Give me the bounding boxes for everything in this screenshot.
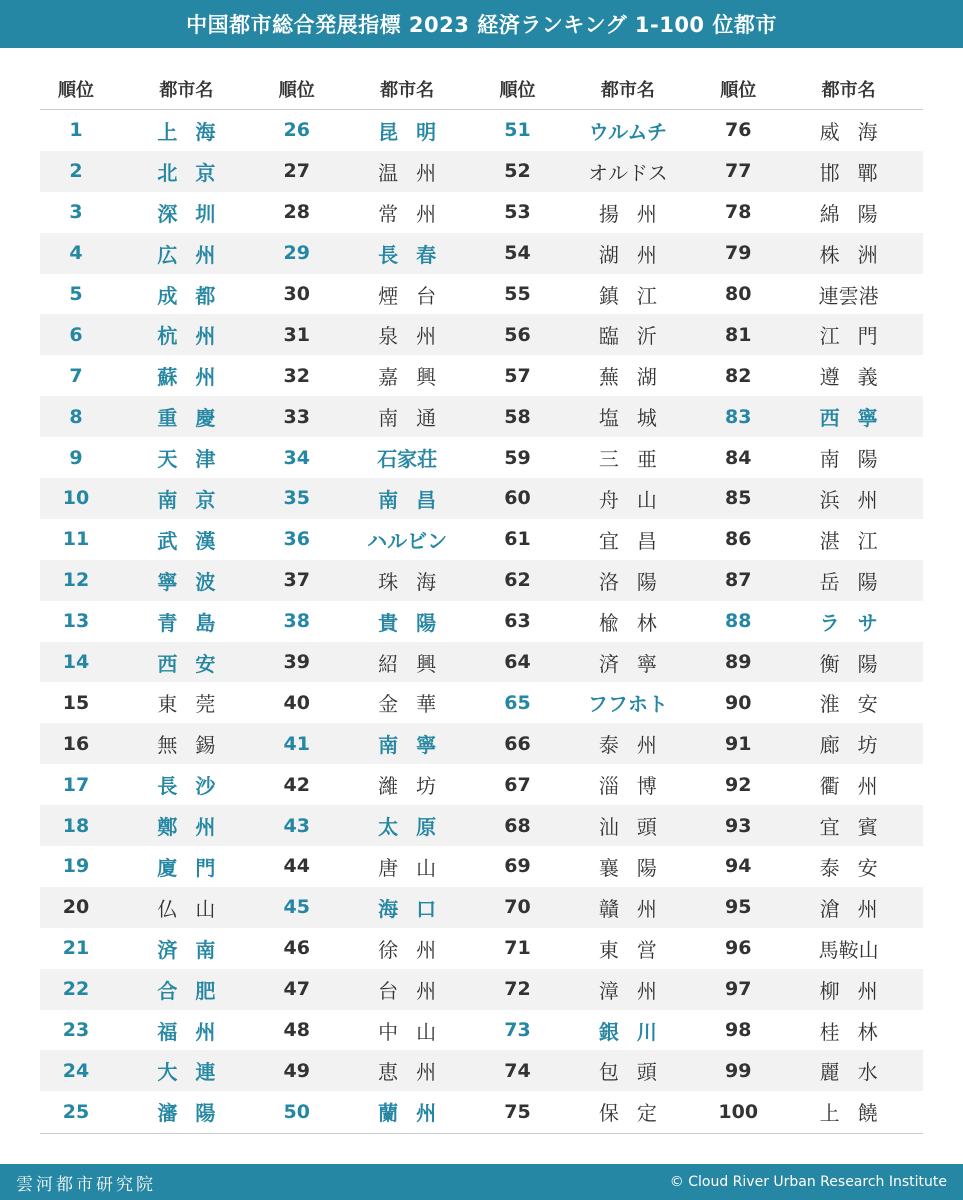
rank-cell: 9 (69, 446, 83, 469)
city-cell: 宜 昌 (598, 528, 657, 553)
city-cell: 西 寧 (819, 406, 878, 431)
city-cell: 贛 州 (598, 896, 657, 921)
rank-cell: 23 (62, 1019, 90, 1042)
city-cell: 太 原 (378, 815, 437, 840)
table-row (40, 233, 923, 274)
city-cell: 大 連 (157, 1060, 216, 1085)
rank-cell: 18 (62, 814, 90, 837)
city-cell: 泰 州 (598, 733, 657, 758)
rank-cell: 49 (283, 1059, 310, 1082)
rank-cell: 80 (725, 283, 752, 305)
table-row (40, 274, 923, 315)
city-cell: 蘇 州 (157, 365, 216, 390)
institute-name: 雲河都市研究院 (16, 1174, 156, 1195)
rank-cell: 29 (283, 242, 310, 265)
city-cell: 西 安 (157, 651, 216, 676)
rank-cell: 78 (725, 201, 752, 224)
table-row (40, 151, 923, 192)
city-cell: オルドス (587, 160, 668, 185)
city-cell: 臨 沂 (598, 324, 657, 349)
city-cell: 北 京 (157, 160, 216, 185)
table-row (40, 560, 923, 601)
ranking-table (40, 68, 923, 1132)
rank-cell: 43 (283, 814, 310, 837)
city-cell: 台 州 (378, 978, 437, 1003)
city-cell: 楡 林 (598, 610, 657, 635)
rank-cell: 57 (504, 364, 531, 387)
rank-cell: 89 (725, 651, 752, 674)
table-row (40, 887, 923, 928)
rank-cell: 84 (725, 446, 752, 469)
city-cell: 紹 興 (378, 651, 437, 676)
rank-cell: 88 (725, 610, 752, 633)
rank-cell: 70 (504, 896, 531, 919)
rank-cell: 41 (283, 732, 310, 755)
city-header: 都市名 (159, 79, 214, 101)
rank-cell: 32 (283, 364, 310, 387)
table-row (40, 192, 923, 233)
city-cell: 淄 博 (598, 774, 657, 799)
rank-cell: 40 (283, 691, 310, 714)
city-header: 都市名 (821, 79, 876, 101)
rank-cell: 63 (504, 610, 531, 633)
city-cell: 三 亜 (598, 447, 657, 472)
rank-cell: 67 (504, 773, 531, 796)
city-cell: 南 京 (157, 487, 216, 512)
rank-cell: 92 (725, 773, 752, 796)
city-cell: 江 門 (819, 324, 878, 349)
rank-cell: 93 (725, 814, 752, 837)
rank-cell: 52 (504, 160, 531, 183)
rank-cell: 2 (69, 160, 83, 183)
table-row (40, 396, 923, 437)
city-cell: 蕪 湖 (598, 365, 657, 390)
city-cell: 天 津 (157, 447, 216, 472)
city-cell: 連雲港 (818, 283, 879, 308)
city-cell: 重 慶 (157, 406, 216, 431)
city-cell: 珠 海 (378, 569, 437, 594)
rank-cell: 91 (725, 732, 752, 755)
city-cell: 徐 州 (378, 937, 437, 962)
city-cell: 済 寧 (598, 651, 657, 676)
city-cell: 綿 陽 (819, 201, 878, 226)
city-cell: 株 洲 (819, 242, 878, 267)
city-cell: 長 沙 (157, 774, 216, 799)
copyright-text: © Cloud River Urban Research Institute (669, 1174, 947, 1190)
city-cell: 福 州 (157, 1019, 216, 1044)
city-cell: 寧 波 (157, 569, 216, 594)
rank-cell: 28 (283, 201, 310, 224)
rank-cell: 94 (725, 855, 752, 878)
rank-cell: 13 (62, 610, 90, 633)
city-cell: 襄 陽 (598, 855, 657, 880)
rank-cell: 30 (283, 283, 310, 305)
city-cell: 長 春 (378, 242, 437, 267)
rank-cell: 66 (504, 732, 531, 755)
rank-cell: 82 (725, 364, 752, 387)
city-cell: ウルムチ (588, 119, 667, 144)
rank-cell: 58 (504, 405, 531, 428)
rank-cell: 54 (504, 242, 531, 265)
table-header-row (40, 68, 923, 110)
rank-cell: 33 (283, 405, 310, 428)
city-cell: 洛 陽 (598, 569, 657, 594)
city-cell: 東 営 (598, 937, 657, 962)
rank-cell: 51 (504, 119, 531, 142)
table-row (40, 519, 923, 560)
city-cell: 揚 州 (598, 201, 657, 226)
city-cell: 麗 水 (819, 1060, 878, 1085)
rank-cell: 71 (504, 937, 531, 960)
rank-cell: 68 (504, 814, 531, 837)
city-cell: 金 華 (378, 692, 437, 717)
city-cell: 広 州 (157, 242, 216, 267)
city-cell: 成 都 (157, 283, 216, 308)
rank-cell: 87 (725, 569, 752, 592)
table-row (40, 682, 923, 723)
city-cell: 杭 州 (157, 324, 216, 349)
city-cell: 包 頭 (598, 1060, 657, 1085)
city-cell: 上 饒 (819, 1101, 878, 1126)
rank-cell: 14 (62, 651, 90, 674)
city-cell: 遵 義 (819, 365, 878, 390)
city-cell: 温 州 (378, 160, 437, 185)
rank-cell: 22 (62, 978, 90, 1001)
rank-cell: 50 (283, 1100, 310, 1123)
rank-cell: 35 (283, 487, 310, 510)
rank-cell: 42 (283, 773, 310, 796)
table-row (40, 723, 923, 764)
city-cell: 湖 州 (598, 242, 657, 267)
rank-cell: 20 (62, 896, 90, 919)
table-row (40, 928, 923, 969)
city-cell: 唐 山 (378, 855, 437, 880)
table-row (40, 110, 923, 151)
city-cell: 泰 安 (819, 855, 878, 880)
rank-cell: 1 (69, 119, 83, 142)
table-row (40, 1091, 923, 1132)
rank-cell: 69 (504, 855, 531, 878)
rank-cell: 56 (504, 323, 531, 346)
city-cell: 石家荘 (377, 447, 438, 472)
rank-header: 順位 (720, 79, 757, 101)
rank-cell: 46 (283, 937, 310, 960)
rank-cell: 95 (725, 896, 752, 919)
rank-cell: 8 (69, 405, 83, 428)
city-cell: 瀋 陽 (157, 1101, 216, 1126)
city-cell: 常 州 (378, 201, 437, 226)
rank-cell: 81 (725, 323, 752, 346)
rank-cell: 47 (283, 978, 310, 1001)
rank-header: 順位 (58, 79, 94, 101)
rank-cell: 72 (504, 978, 531, 1001)
rank-cell: 31 (283, 323, 310, 346)
city-cell: 海 口 (378, 896, 437, 921)
city-cell: 桂 林 (819, 1019, 878, 1044)
rank-cell: 19 (62, 855, 90, 878)
city-cell: 廈 門 (157, 855, 216, 880)
city-cell: 銀 川 (598, 1019, 657, 1044)
table-row (40, 1050, 923, 1091)
rank-cell: 11 (62, 528, 90, 551)
city-cell: 蘭 州 (378, 1101, 437, 1126)
table-row (40, 764, 923, 805)
rank-cell: 3 (69, 201, 83, 224)
city-cell: 湛 江 (819, 528, 878, 553)
rank-cell: 83 (725, 405, 752, 428)
city-cell: 済 南 (157, 937, 216, 962)
table-row (40, 478, 923, 519)
city-cell: 東 莞 (157, 692, 216, 717)
city-cell: 滄 州 (819, 896, 878, 921)
table-row (40, 642, 923, 683)
city-cell: 中 山 (378, 1019, 437, 1044)
city-cell: 保 定 (598, 1101, 657, 1126)
rank-cell: 60 (504, 487, 531, 510)
city-header: 都市名 (600, 79, 655, 101)
rank-cell: 45 (283, 896, 310, 919)
city-cell: 鎮 江 (598, 283, 657, 308)
rank-header: 順位 (499, 79, 536, 101)
rank-cell: 55 (504, 283, 531, 305)
rank-cell: 97 (725, 978, 752, 1001)
table-row (40, 437, 923, 478)
city-cell: 合 肥 (157, 978, 216, 1003)
city-cell: 南 通 (378, 406, 437, 431)
rank-cell: 98 (725, 1019, 752, 1042)
city-cell: 南 昌 (378, 487, 437, 512)
rank-cell: 85 (725, 487, 752, 510)
rank-cell: 79 (725, 242, 752, 265)
city-cell: 恵 州 (378, 1060, 437, 1085)
rank-cell: 4 (69, 242, 83, 265)
city-cell: 貴 陽 (378, 610, 437, 635)
city-header: 都市名 (380, 79, 435, 101)
table-bottom-divider (40, 1133, 923, 1134)
rank-cell: 24 (62, 1059, 90, 1082)
rank-cell: 96 (725, 937, 752, 960)
rank-cell: 39 (283, 651, 310, 674)
city-cell: 岳 陽 (819, 569, 878, 594)
rank-cell: 27 (283, 160, 310, 183)
rank-cell: 75 (504, 1100, 531, 1123)
city-cell: 南 寧 (378, 733, 437, 758)
rank-cell: 34 (283, 446, 310, 469)
rank-cell: 48 (283, 1019, 310, 1042)
city-cell: 廊 坊 (819, 733, 878, 758)
city-cell: 塩 城 (598, 406, 657, 431)
city-cell: 仏 山 (157, 896, 216, 921)
rank-cell: 15 (62, 691, 90, 714)
rank-cell: 10 (62, 487, 90, 510)
city-cell: 衡 陽 (819, 651, 878, 676)
table-row (40, 805, 923, 846)
page-title: 中国都市総合発展指標 2023 経済ランキング 1-100 位都市 (0, 0, 963, 48)
city-cell: 無 錫 (157, 733, 216, 758)
rank-cell: 73 (504, 1019, 531, 1042)
table-row (40, 1010, 923, 1051)
rank-cell: 77 (725, 160, 752, 183)
city-cell: ハルビン (367, 528, 448, 553)
city-cell: 柳 州 (819, 978, 878, 1003)
city-cell: 宜 賓 (819, 815, 878, 840)
city-cell: 淮 安 (819, 692, 878, 717)
rank-header: 順位 (278, 79, 315, 101)
city-cell: 鄭 州 (157, 815, 216, 840)
city-cell: ラ サ (819, 610, 878, 635)
rank-cell: 61 (504, 528, 531, 551)
rank-cell: 74 (504, 1059, 531, 1082)
rank-cell: 25 (62, 1100, 90, 1123)
rank-cell: 86 (725, 528, 752, 551)
table-body (40, 110, 923, 1132)
rank-cell: 53 (504, 201, 531, 224)
rank-cell: 16 (62, 732, 90, 755)
table-row (40, 969, 923, 1010)
rank-cell: 38 (283, 610, 310, 633)
rank-cell: 90 (725, 691, 752, 714)
rank-cell: 65 (504, 691, 531, 714)
footer-bar (0, 1164, 963, 1200)
rank-cell: 37 (283, 569, 310, 592)
city-cell: 浜 州 (819, 487, 878, 512)
rank-cell: 5 (69, 283, 83, 305)
city-cell: 衢 州 (819, 774, 878, 799)
city-cell: 嘉 興 (378, 365, 437, 390)
rank-cell: 21 (62, 937, 90, 960)
table-row (40, 601, 923, 642)
city-cell: 青 島 (157, 610, 216, 635)
city-cell: 威 海 (819, 119, 878, 144)
rank-cell: 64 (504, 651, 531, 674)
city-cell: 漳 州 (598, 978, 657, 1003)
rank-cell: 17 (62, 773, 90, 796)
rank-cell: 76 (725, 119, 752, 142)
city-cell: フフホト (587, 692, 668, 717)
rank-cell: 44 (283, 855, 310, 878)
rank-cell: 7 (69, 364, 83, 387)
rank-cell: 100 (718, 1100, 759, 1123)
city-cell: 深 圳 (157, 201, 216, 226)
city-cell: 汕 頭 (598, 815, 657, 840)
city-cell: 南 陽 (819, 447, 878, 472)
city-cell: 昆 明 (378, 119, 437, 144)
rank-cell: 26 (283, 119, 310, 142)
table-row (40, 314, 923, 355)
city-cell: 武 漢 (157, 528, 216, 553)
city-cell: 馬鞍山 (818, 937, 879, 962)
rank-cell: 62 (504, 569, 531, 592)
city-cell: 上 海 (157, 119, 216, 144)
rank-cell: 36 (283, 528, 310, 551)
city-cell: 泉 州 (378, 324, 437, 349)
rank-cell: 6 (69, 323, 83, 346)
rank-cell: 12 (62, 569, 90, 592)
table-row (40, 355, 923, 396)
city-cell: 煙 台 (378, 283, 437, 308)
city-cell: 邯 鄲 (819, 160, 878, 185)
city-cell: 濰 坊 (378, 774, 437, 799)
city-cell: 舟 山 (598, 487, 657, 512)
rank-cell: 99 (725, 1059, 752, 1082)
rank-cell: 59 (504, 446, 531, 469)
table-row (40, 846, 923, 887)
